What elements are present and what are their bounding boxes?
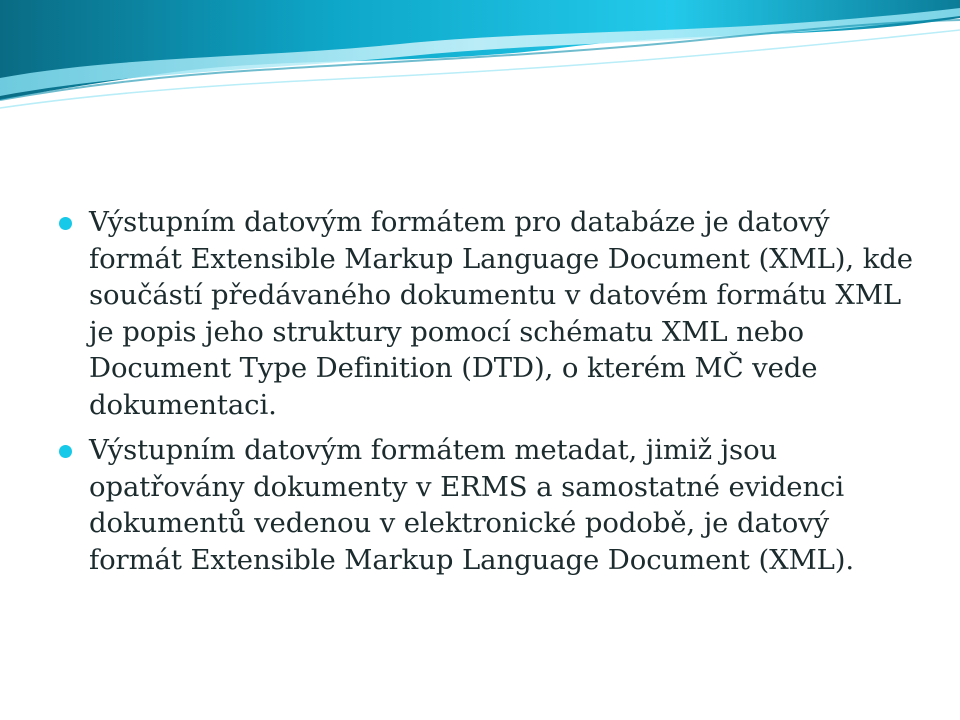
bullet-text: Výstupním datovým formátem pro databáze je datový formát Extensible Markup Language Document (XML), kde součástí předávaného dokumentu v datovém formátu XML je popis jeho struktury pomocí schématu XML nebo Document Type Definition (DTD), o kterém MČ vede dokumentaci. <box>89 206 913 421</box>
bullet-dot-icon <box>59 445 72 458</box>
bullet-item-xml-database-format <box>56 204 916 423</box>
bullet-text: Výstupním datovým formátem metadat, jimiž jsou opatřovány dokumenty v ERMS a samostatné evidenci dokumentů vedenou v elektronické podobě, je datový formát Extensible Markup Language Document (XML). <box>89 434 855 576</box>
bullet-dot-icon <box>59 217 72 230</box>
bullet-item-xml-metadata-format <box>56 432 916 578</box>
slide-content <box>56 204 916 587</box>
bullet-list <box>56 204 916 578</box>
wave-banner-decoration <box>0 0 960 120</box>
